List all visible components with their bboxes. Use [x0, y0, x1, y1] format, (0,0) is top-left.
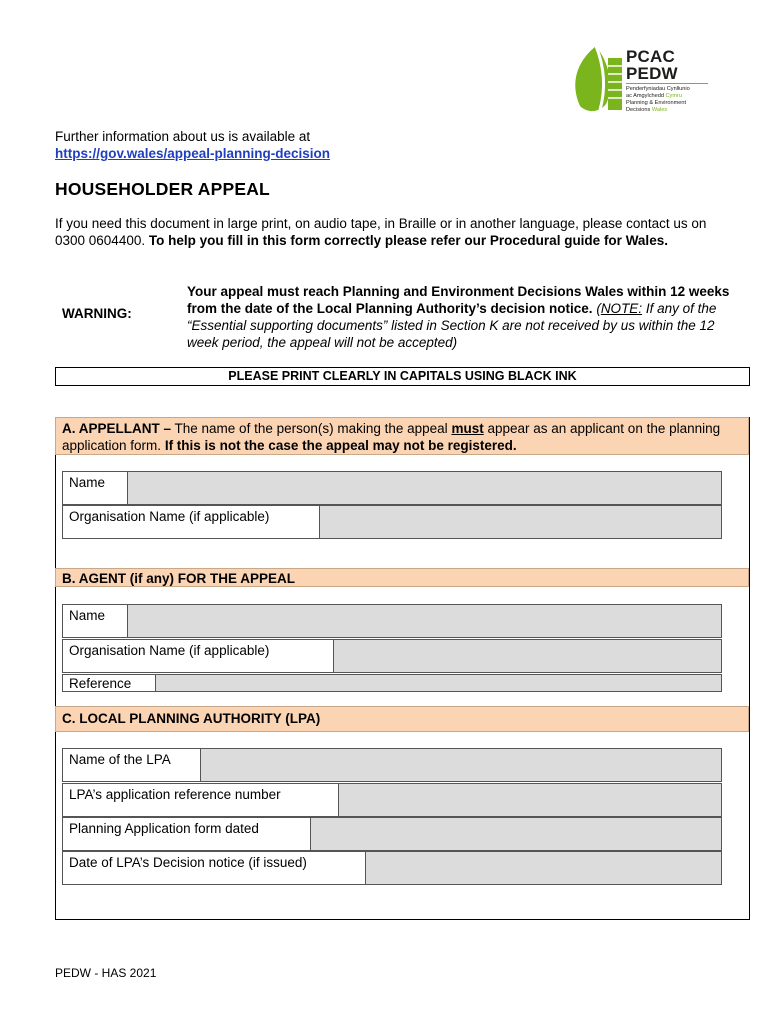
decision-date-row: [62, 851, 722, 885]
logo-pedw: PEDW: [626, 64, 678, 83]
page-title: HOUSEHOLDER APPEAL: [55, 179, 270, 199]
appellant-org-input[interactable]: [319, 505, 722, 539]
intro-text: Further information about us is available at: [55, 129, 311, 144]
accessibility-paragraph: [55, 215, 735, 249]
logo-pcac: PCAC: [626, 47, 675, 66]
appellant-name-input[interactable]: [127, 471, 722, 505]
appellant-org-label: Organisation Name (if applicable): [62, 505, 320, 539]
lpa-ref-label: LPA’s application reference number: [62, 783, 339, 817]
agent-org-row: [62, 639, 722, 673]
lpa-name-row: [62, 748, 722, 782]
lpa-name-input[interactable]: [200, 748, 722, 782]
leaf-logo-icon: [566, 44, 626, 114]
accessibility-text: If you need this document in large print, on audio tape, in Braille or in another language, please contact us on 0300 0604400.: [55, 216, 707, 248]
pedw-logo: [566, 44, 716, 116]
appellant-name-label: Name: [62, 471, 128, 505]
intro: [55, 128, 330, 162]
agent-name-input[interactable]: [127, 604, 722, 638]
agent-org-input[interactable]: [333, 639, 722, 673]
agent-reference-label: Reference: [62, 674, 156, 692]
decision-date-input[interactable]: [365, 851, 722, 885]
guide-instruction: To help you fill in this form correctly please refer our Procedural guide for Wales.: [148, 233, 668, 248]
appellant-org-row: [62, 505, 722, 539]
warning-text: [187, 283, 747, 351]
print-notice: PLEASE PRINT CLEARLY IN CAPITALS USING BLACK INK: [55, 367, 750, 386]
appellant-name-row: [62, 471, 722, 505]
lpa-ref-row: [62, 783, 722, 817]
section-b-header: B. AGENT (if any) FOR THE APPEAL: [55, 568, 749, 587]
agent-name-label: Name: [62, 604, 128, 638]
section-c-header: C. LOCAL PLANNING AUTHORITY (LPA): [55, 706, 749, 732]
agent-reference-row: [62, 674, 722, 692]
application-date-input[interactable]: [310, 817, 722, 851]
decision-date-label: Date of LPA’s Decision notice (if issued): [62, 851, 366, 885]
application-date-row: [62, 817, 722, 851]
warning-label: WARNING:: [62, 306, 132, 321]
lpa-name-label: Name of the LPA: [62, 748, 201, 782]
warning-main: Your appeal must reach Planning and Environment Decisions Wales within 12 weeks from the date of the Local Planning Authority’s decision notice.: [187, 284, 730, 316]
agent-org-label: Organisation Name (if applicable): [62, 639, 334, 673]
logo-eng-2: Decisions Wales: [626, 107, 668, 113]
info-link[interactable]: https://gov.wales/appeal-planning-decision: [55, 146, 331, 161]
agent-name-row: [62, 604, 722, 638]
agent-reference-input[interactable]: [155, 674, 722, 692]
logo-eng-1: Planning & Environment: [626, 100, 687, 106]
application-date-label: Planning Application form dated: [62, 817, 311, 851]
logo-welsh-2: ac Amgylchedd Cymru: [626, 93, 682, 99]
lpa-ref-input[interactable]: [338, 783, 722, 817]
logo-rule: [626, 83, 708, 84]
warning-note: (NOTE: If any of the “Essential supporting documents” listed in Section K are not received by us within the 12 week period, the appeal will not be accepted): [187, 301, 717, 350]
footer-code: PEDW - HAS 2021: [55, 966, 157, 980]
section-a-header: A. APPELLANT – The name of the person(s) making the appeal must appear as an applicant on the planning application form. If this is not the case the appeal may not be registered.: [55, 417, 749, 455]
logo-welsh-1: Penderfyniadau Cynllunio: [626, 86, 690, 92]
